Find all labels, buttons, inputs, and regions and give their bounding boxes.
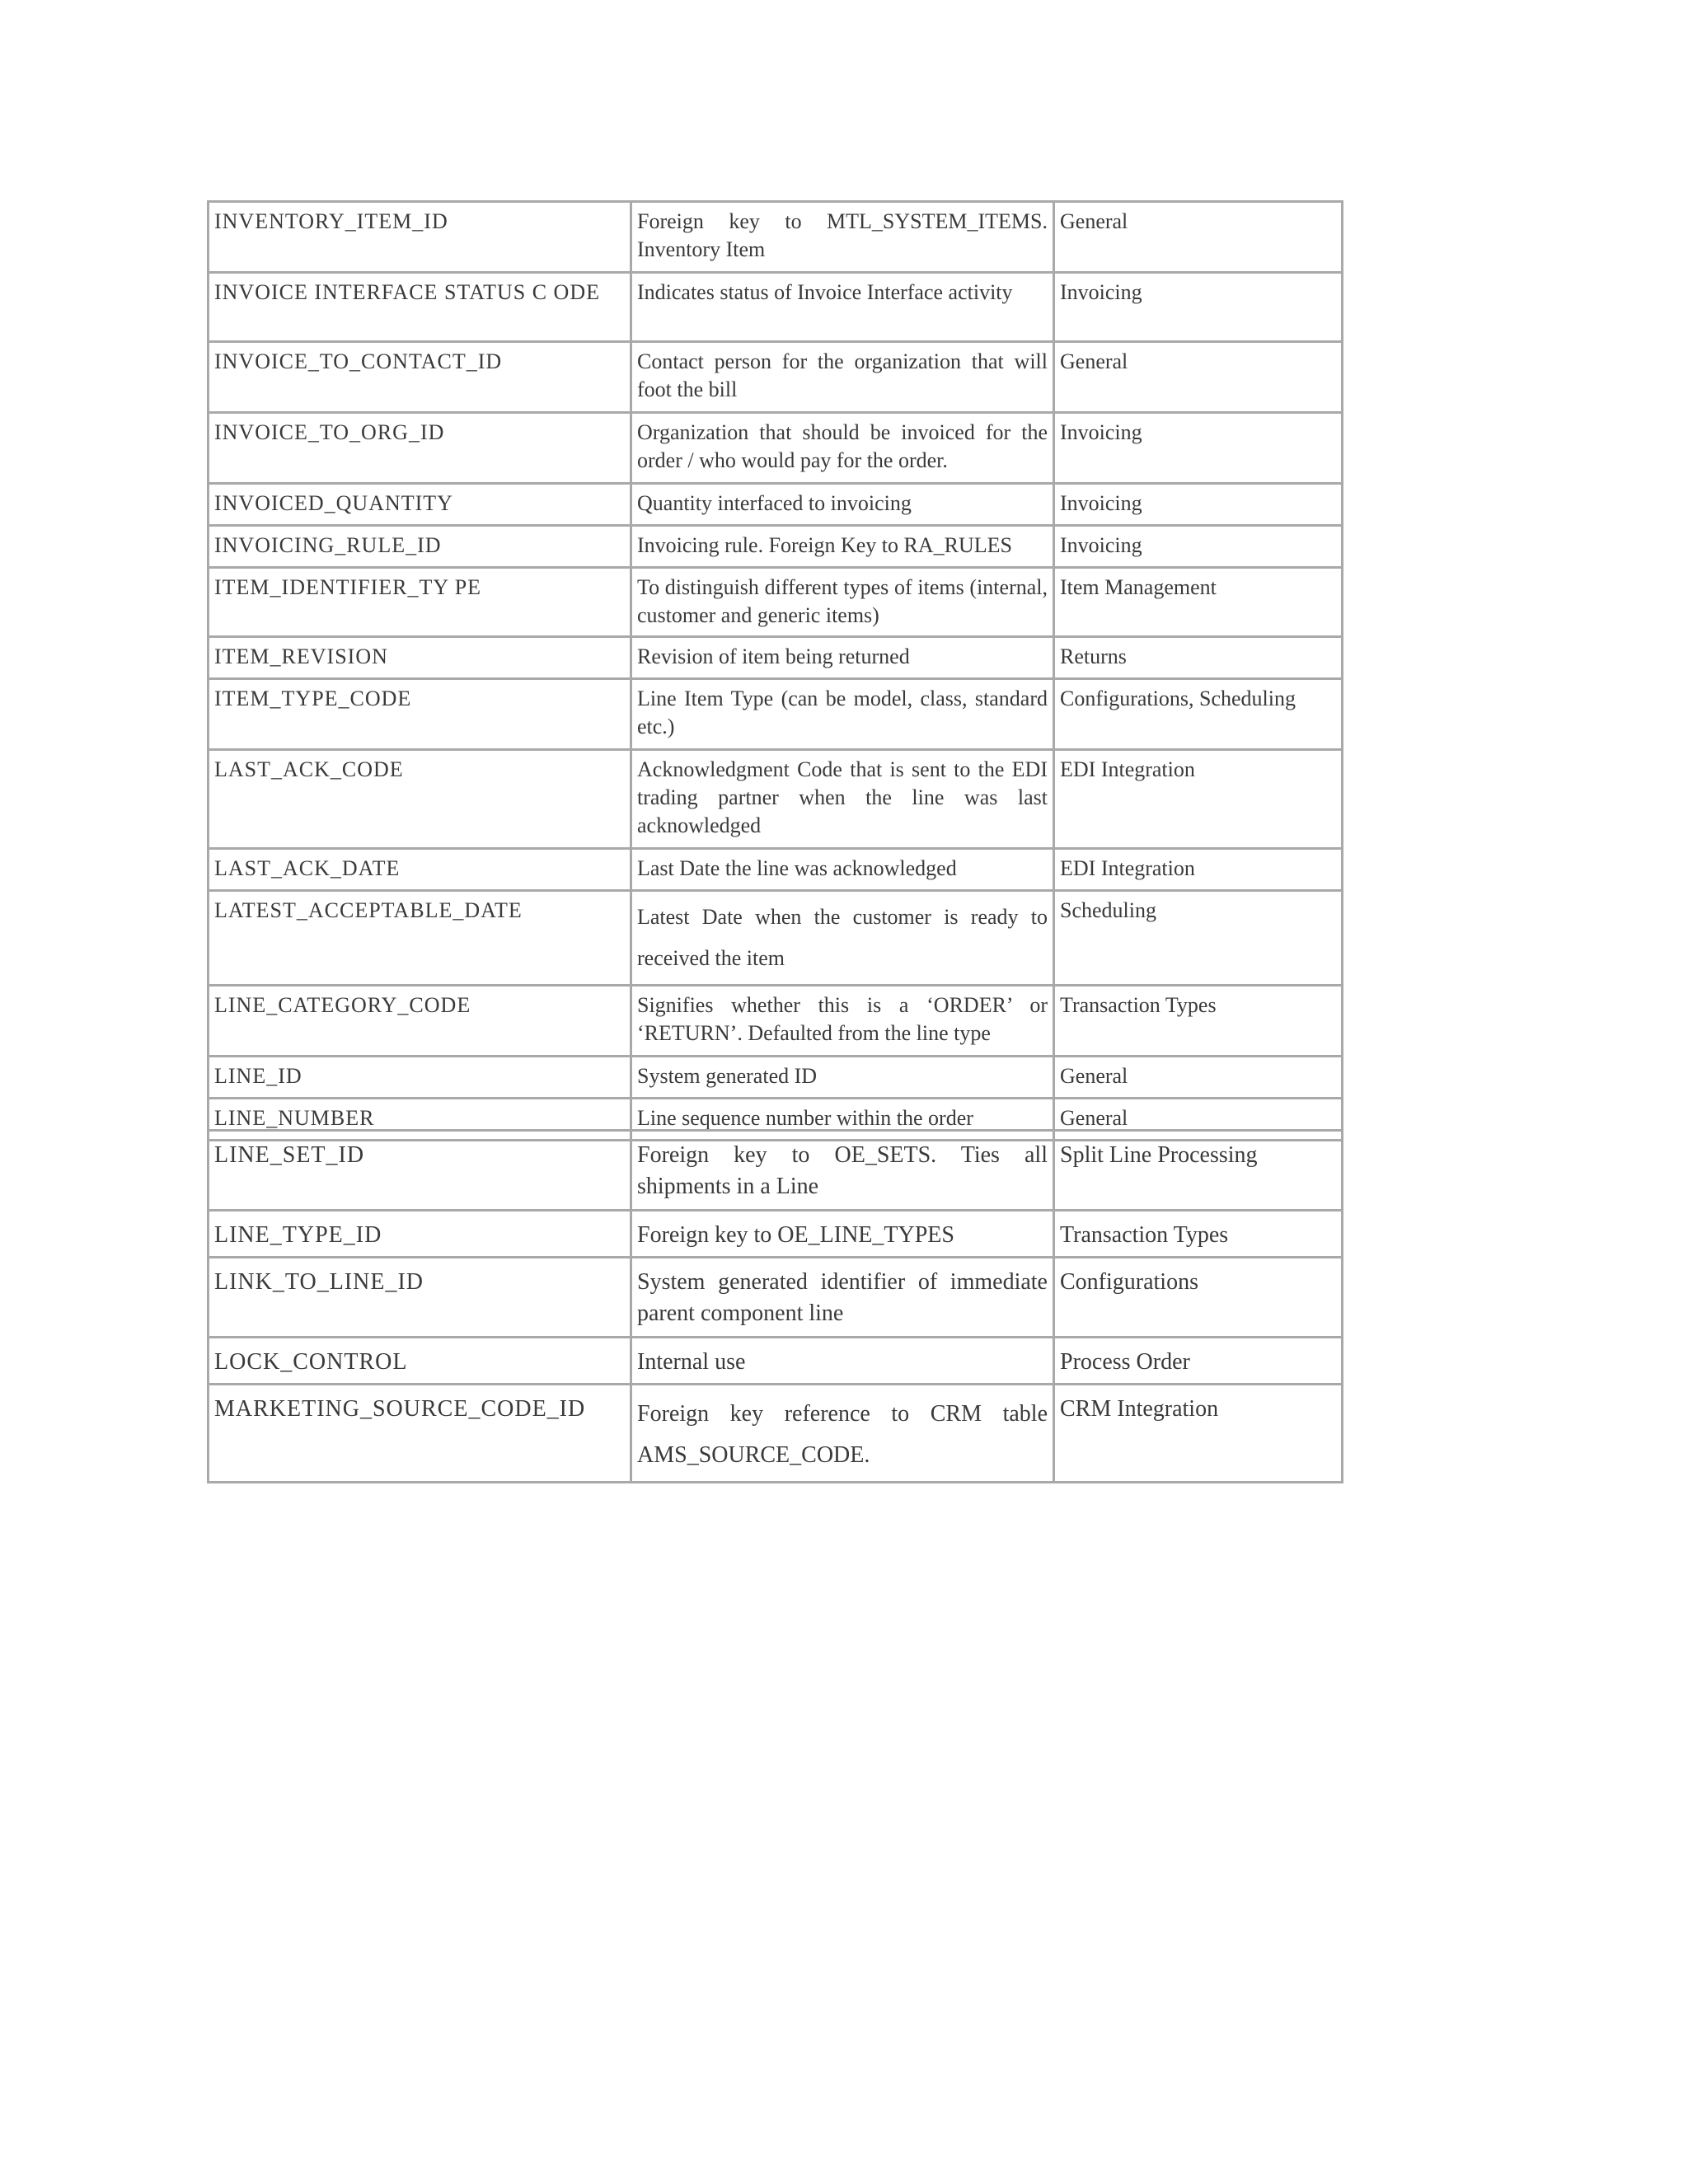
field-name: LINE_NUMBER (209, 1099, 631, 1141)
field-description: Quantity interfaced to invoicing (631, 484, 1054, 526)
field-category: Item Management (1054, 568, 1343, 637)
table-row (209, 1385, 1343, 1483)
field-name: LINK_TO_LINE_ID (209, 1258, 631, 1338)
table-row (209, 342, 1343, 413)
field-description: System generated identifier of immediate parent component line (631, 1258, 1054, 1338)
field-description: Line sequence number within the order (631, 1099, 1054, 1141)
table-row (209, 679, 1343, 750)
field-name: LOCK_CONTROL (209, 1338, 631, 1385)
field-description: System generated ID (631, 1057, 1054, 1099)
field-description: Acknowledgment Code that is sent to the EDI trading partner when the line was last acknowledged (631, 750, 1054, 849)
field-category: Process Order (1054, 1338, 1343, 1385)
column-table-part-1 (207, 200, 1343, 1141)
table-row (209, 1211, 1343, 1258)
field-category: Split Line Processing (1054, 1131, 1343, 1211)
table-row (209, 413, 1343, 484)
field-name: INVOICED_QUANTITY (209, 484, 631, 526)
field-category: Scheduling (1054, 891, 1343, 986)
field-name: INVOICING_RULE_ID (209, 526, 631, 568)
field-name: ITEM_REVISION (209, 637, 631, 679)
field-description: Foreign key to OE_SETS. Ties all shipments in a Line (631, 1131, 1054, 1211)
field-category: General (1054, 1057, 1343, 1099)
field-name: ITEM_IDENTIFIER_TY PE (209, 568, 631, 637)
field-name: ITEM_TYPE_CODE (209, 679, 631, 750)
field-category: Invoicing (1054, 273, 1343, 342)
table-row (209, 637, 1343, 679)
field-category: EDI Integration (1054, 750, 1343, 849)
field-description: Latest Date when the customer is ready to received the item (631, 891, 1054, 986)
field-name: INVENTORY_ITEM_ID (209, 202, 631, 273)
field-category: CRM Integration (1054, 1385, 1343, 1483)
table-row (209, 986, 1343, 1057)
field-category: Configurations, Scheduling (1054, 679, 1343, 750)
field-category: Transaction Types (1054, 1211, 1343, 1258)
table-row (209, 484, 1343, 526)
field-description: Last Date the line was acknowledged (631, 849, 1054, 891)
field-description: Organization that should be invoiced for the order / who would pay for the order. (631, 413, 1054, 484)
field-category: Invoicing (1054, 413, 1343, 484)
field-category: Returns (1054, 637, 1343, 679)
column-table-part-2 (207, 1129, 1343, 1483)
field-category: General (1054, 342, 1343, 413)
field-description: Invoicing rule. Foreign Key to RA_RULES (631, 526, 1054, 568)
field-name: LINE_SET_ID (209, 1131, 631, 1211)
table-row (209, 1057, 1343, 1099)
field-description: Indicates status of Invoice Interface activity (631, 273, 1054, 342)
field-name: LAST_ACK_DATE (209, 849, 631, 891)
table-row (209, 526, 1343, 568)
field-category: General (1054, 202, 1343, 273)
field-name: LATEST_ACCEPTABLE_DATE (209, 891, 631, 986)
table-row (209, 568, 1343, 637)
table-row (209, 1338, 1343, 1385)
field-description: Line Item Type (can be model, class, standard etc.) (631, 679, 1054, 750)
field-category: Configurations (1054, 1258, 1343, 1338)
field-description: Signifies whether this is a ‘ORDER’ or ‘RETURN’. Defaulted from the line type (631, 986, 1054, 1057)
field-name: LINE_CATEGORY_CODE (209, 986, 631, 1057)
field-category: Transaction Types (1054, 986, 1343, 1057)
field-description: Revision of item being returned (631, 637, 1054, 679)
field-name: MARKETING_SOURCE_CODE_ID (209, 1385, 631, 1483)
field-category: General (1054, 1099, 1343, 1141)
field-description: Foreign key to MTL_SYSTEM_ITEMS. Inventory Item (631, 202, 1054, 273)
field-description: Foreign key to OE_LINE_TYPES (631, 1211, 1054, 1258)
field-name: LINE_ID (209, 1057, 631, 1099)
table-row (209, 1131, 1343, 1211)
table-row (209, 849, 1343, 891)
field-name: INVOICE INTERFACE STATUS C ODE (209, 273, 631, 342)
field-description: Contact person for the organization that will foot the bill (631, 342, 1054, 413)
table-row (209, 891, 1343, 986)
field-name: LINE_TYPE_ID (209, 1211, 631, 1258)
table-row (209, 202, 1343, 273)
field-name: LAST_ACK_CODE (209, 750, 631, 849)
field-category: Invoicing (1054, 526, 1343, 568)
field-category: EDI Integration (1054, 849, 1343, 891)
field-description: Foreign key reference to CRM table AMS_SOURCE_CODE. (631, 1385, 1054, 1483)
field-name: INVOICE_TO_CONTACT_ID (209, 342, 631, 413)
field-name: INVOICE_TO_ORG_ID (209, 413, 631, 484)
field-category: Invoicing (1054, 484, 1343, 526)
field-description: Internal use (631, 1338, 1054, 1385)
field-description: To distinguish different types of items (internal, customer and generic items) (631, 568, 1054, 637)
table-row (209, 750, 1343, 849)
table-row (209, 273, 1343, 342)
table-row (209, 1258, 1343, 1338)
